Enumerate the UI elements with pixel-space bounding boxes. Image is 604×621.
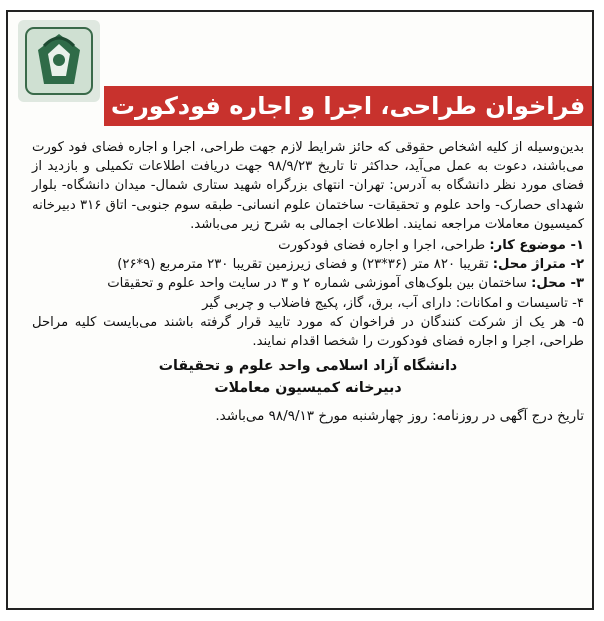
item-text: طراحی، اجرا و اجاره فضای فودکورت: [278, 238, 490, 254]
page-title: فراخوان طراحی، اجرا و اجاره فودکورت: [104, 86, 592, 126]
item-label: ۱- موضوع کار:: [489, 238, 584, 254]
item-text: ۵- هر یک از شرکت کنندگان در فراخوان که مورد تایید قرار گرفته باشند می‌بایست کلیه مراحل طراحی، اجرا و اجاره فضای فودکورت را شخصا اقدام نمایند.: [32, 314, 584, 350]
list-item: [32, 313, 584, 351]
advertisement-frame: [6, 10, 594, 610]
item-text: تقریبا ۸۲۰ متر (۳۶*۲۳) و فضای زیرزمین تقریبا ۲۳۰ مترمربع (۹*۲۶): [117, 257, 493, 273]
signature-block: [32, 355, 584, 399]
signature-line-1: دانشگاه آزاد اسلامی واحد علوم و تحقیقات: [158, 358, 458, 375]
list-item: [32, 236, 584, 255]
intro-paragraph: بدین‌وسیله از کلیه اشخاص حقوقی که حائز شرایط لازم جهت طراحی، اجرا و اجاره فضای فود کورت می‌باشند، دعوت به عمل می‌آید، حداکثر تا تاریخ ۹۸/۹/۲۳ جهت دریافت اطلاعات تکمیلی و بازدید از فضای مورد نظر دانشگاه به آدرس: تهران- انتهای بزرگراه شهید ستاری شمال- میدان دانشگاه- بلوار شهدای حصارک- واحد علوم و تحقیقات- ساختمان علوم انسانی- طبقه سوم جنوبی- اتاق ۳۱۶ دبیرخانه کمیسیون معاملات مراجعه نمایند. اطلاعات اجمالی به شرح زیر می‌باشد.: [32, 140, 585, 232]
list-item: [32, 274, 584, 293]
item-text: ۴- تاسیسات و امکانات: دارای آب، برق، گاز، پکیج فاضلاب و چربی گیر: [202, 295, 584, 311]
item-label: ۲- متراژ محل:: [492, 257, 584, 273]
item-text: ساختمان بین بلوک‌های آموزشی شماره ۲ و ۳ در سایت واحد علوم و تحقیقات: [107, 276, 532, 292]
item-label: ۳- محل:: [531, 276, 584, 292]
university-logo-icon: [18, 20, 100, 102]
list-item: [32, 294, 584, 313]
list-item: [32, 255, 584, 274]
notice-body: [32, 138, 584, 426]
publish-date: تاریخ درج آگهی در روزنامه: روز چهارشنبه مورخ ۹۸/۹/۱۳ می‌باشد.: [215, 408, 584, 425]
signature-line-2: دبیرخانه کمیسیون معاملات: [214, 380, 402, 397]
